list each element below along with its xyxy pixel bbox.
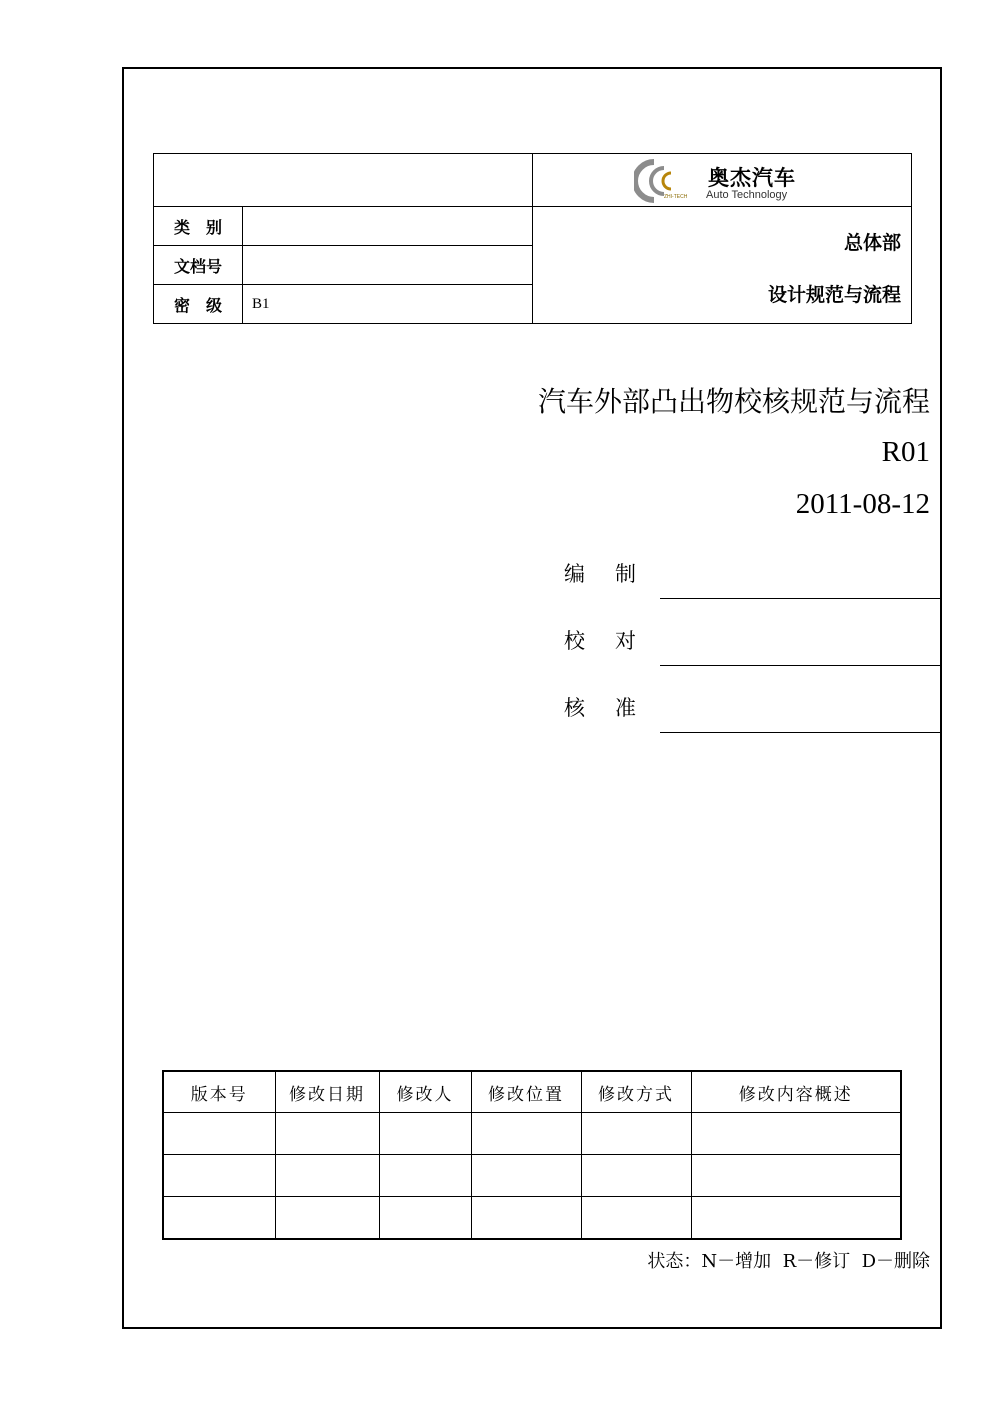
table-header-row [163,1071,901,1113]
signature-char: 编 [564,562,585,586]
table-cell [471,1155,581,1197]
divider [532,154,533,323]
table-cell [163,1155,275,1197]
signature-line-review [660,665,940,666]
signature-char: 对 [615,629,636,653]
document-category: 设计规范与流程 [767,284,901,306]
table-cell [581,1197,691,1240]
signature-line-approve [660,732,940,733]
document-title: 汽车外部凸出物校核规范与流程 [537,385,930,418]
table-row [163,1155,901,1197]
table-cell [581,1113,691,1155]
divider [242,206,243,323]
logo-brand-text: 奥杰汽车 [708,166,796,190]
table-cell [379,1155,471,1197]
signature-char: 准 [615,696,636,720]
column-header: 修改内容概述 [691,1071,901,1113]
column-header: 修改位置 [471,1071,581,1113]
table-cell [163,1197,275,1240]
doc-number-label: 文档号 [173,257,222,276]
table-cell [275,1155,379,1197]
logo-subtitle: Auto Technology [706,189,788,201]
department-name: 总体部 [843,232,901,254]
category-label: 类 别 [173,218,222,237]
column-header: 修改日期 [275,1071,379,1113]
table-cell [691,1113,901,1155]
column-header: 修改人 [379,1071,471,1113]
table-cell [379,1113,471,1155]
logo-tiny-text: ZHI-TECH [664,194,688,200]
table-cell [275,1113,379,1155]
table-cell [163,1113,275,1155]
table-cell [379,1197,471,1240]
revision-history-table [162,1070,902,1240]
signature-line-compile [660,598,940,599]
table-row [163,1113,901,1155]
signature-char: 核 [564,696,585,720]
table-row [163,1197,901,1240]
signature-label-approve [564,692,636,722]
table-cell [691,1197,901,1240]
table-cell [275,1197,379,1240]
revision-code: R01 [881,436,930,468]
signature-label-compile [564,558,636,588]
company-logo [634,158,834,204]
document-header [153,153,912,324]
signature-char: 制 [615,562,636,586]
table-cell [691,1155,901,1197]
table-cell [581,1155,691,1197]
column-header: 修改方式 [581,1071,691,1113]
security-level-value: B1 [252,296,270,312]
document-date: 2011-08-12 [795,488,930,520]
column-header: 版本号 [163,1071,275,1113]
security-level-label: 密 级 [173,296,222,315]
status-legend: 状态：N－增加 R－修订 D－删除 [647,1251,930,1272]
signature-char: 校 [564,629,585,653]
table-cell [471,1113,581,1155]
signature-label-review [564,625,636,655]
table-cell [471,1197,581,1240]
